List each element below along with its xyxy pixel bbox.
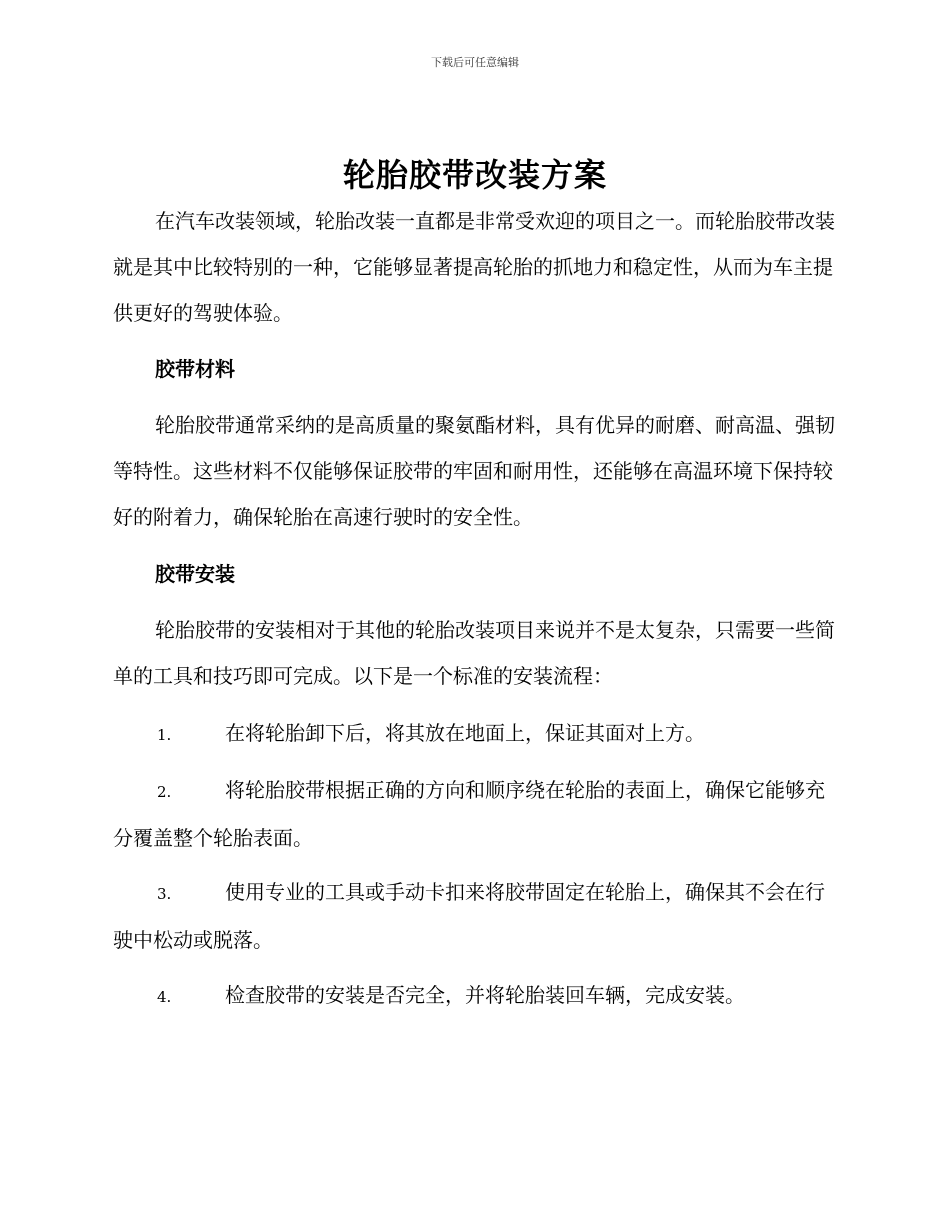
list-item — [113, 869, 837, 963]
list-text: 将轮胎胶带根据正确的方向和顺序绕在轮胎的表面上，确保它能够充分覆盖整个轮胎表面。 — [113, 778, 825, 850]
header-note: 下载后可任意编辑 — [431, 56, 519, 69]
installation-paragraph: 轮胎胶带的安装相对于其他的轮胎改装项目来说并不是太复杂，只需要一些简单的工具和技巧即可完成。以下是一个标准的安装流程： — [113, 618, 835, 688]
list-text: 在将轮胎卸下后，将其放在地面上，保证其面对上方。 — [225, 721, 705, 745]
list-item — [113, 710, 837, 758]
list-text: 使用专业的工具或手动卡扣来将胶带固定在轮胎上，确保其不会在行驶中松动或脱落。 — [113, 880, 825, 952]
intro-paragraph: 在汽车改装领域，轮胎改装一直都是非常受欢迎的项目之一。而轮胎胶带改装就是其中比较特别的一种，它能够显著提高轮胎的抓地力和稳定性，从而为车主提供更好的驾驶体验。 — [113, 209, 835, 325]
list-item — [113, 972, 837, 1020]
section-heading-materials: 胶带材料 — [155, 357, 235, 381]
list-number: 3. — [157, 885, 172, 903]
document-title: 轮胎胶带改装方案 — [342, 156, 607, 194]
section-heading-installation: 胶带安装 — [155, 562, 235, 586]
list-number: 1. — [157, 726, 172, 744]
materials-paragraph: 轮胎胶带通常采纳的是高质量的聚氨酯材料，具有优异的耐磨、耐高温、强韧等特性。这些材料不仅能够保证胶带的牢固和耐用性，还能够在高温环境下保持较好的附着力，确保轮胎在高速行驶时的安全性。 — [113, 413, 835, 529]
list-number: 2. — [157, 783, 172, 801]
list-item — [113, 767, 837, 861]
list-number: 4. — [157, 988, 172, 1006]
list-text: 检查胶带的安装是否完全，并将轮胎装回车辆，完成安装。 — [225, 983, 745, 1007]
